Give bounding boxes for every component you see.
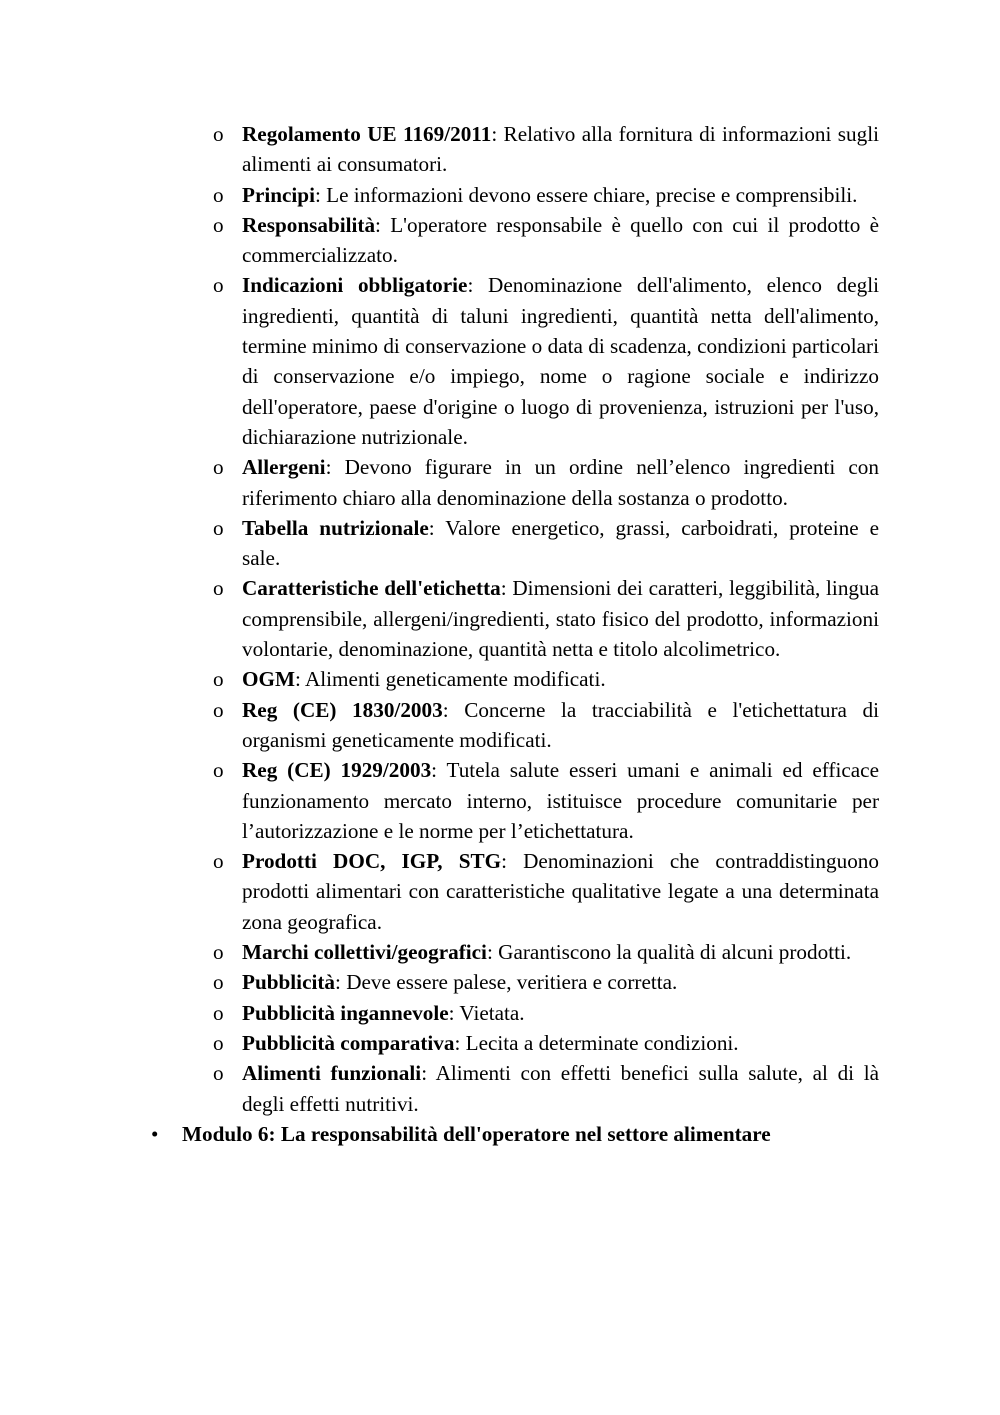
item-term: Responsabilità bbox=[242, 212, 376, 237]
item-term: Principi bbox=[242, 182, 315, 207]
item-text: : Concerne la tracciabilità e l'etichettatura di organismi geneticamente modificati. bbox=[242, 697, 879, 752]
document-page bbox=[0, 119, 1000, 1149]
item-text: : Garantiscono la qualità di alcuni prodotti. bbox=[486, 940, 852, 965]
item-text: : Alimenti geneticamente modificati. bbox=[294, 667, 606, 692]
item-term: Pubblicità ingannevole bbox=[242, 1000, 449, 1025]
item-text: : Denominazioni che contraddistinguono prodotti alimentari con caratteristiche qualitative legate a una determinata zona geografica. bbox=[242, 849, 879, 934]
circle-bullet-icon: o bbox=[213, 212, 224, 237]
item-term: Marchi collettivi/geografici bbox=[242, 940, 487, 965]
circle-bullet-icon: o bbox=[213, 667, 224, 692]
circle-bullet-icon: o bbox=[213, 576, 224, 601]
circle-bullet-icon: o bbox=[213, 1000, 224, 1025]
list-item bbox=[213, 210, 879, 271]
item-term: Prodotti DOC, IGP, STG bbox=[242, 849, 502, 874]
item-term: Indicazioni obbligatorie bbox=[242, 273, 468, 298]
circle-bullet-icon: o bbox=[213, 940, 224, 965]
circle-bullet-icon: o bbox=[213, 122, 224, 146]
list-item bbox=[213, 1028, 879, 1058]
circle-bullet-icon: o bbox=[213, 515, 224, 540]
item-term: Caratteristiche dell'etichetta bbox=[242, 576, 501, 601]
item-text: : Denominazione dell'alimento, elenco degli ingredienti, quantità di taluni ingredienti, quantità netta dell'alimento, termine minimo di conservazione o data di scadenza, condizioni particolari di conservazione e/o impiego, nome o ragione sociale e indirizzo dell'operatore, paese d'origine o luogo di provenienza, istruzioni per l'uso, dichiarazione nutrizionale. bbox=[242, 273, 879, 449]
item-text: : Devono figurare in un ordine nell’elenco ingredienti con riferimento chiaro alla denominazione della sostanza o prodotto. bbox=[242, 455, 879, 510]
item-text: : Alimenti con effetti benefici sulla salute, al di là degli effetti nutritivi. bbox=[242, 1061, 880, 1116]
circle-bullet-icon: o bbox=[213, 1061, 224, 1086]
list-item bbox=[213, 664, 879, 694]
item-term: Regolamento UE 1169/2011 bbox=[242, 122, 492, 146]
bullet-icon: • bbox=[151, 1121, 159, 1146]
module-heading-text: Modulo 6: La responsabilità dell'operatore nel settore alimentare bbox=[182, 1121, 771, 1146]
circle-bullet-icon: o bbox=[213, 970, 224, 995]
item-text: : Le informazioni devono essere chiare, precise e comprensibili. bbox=[314, 182, 858, 207]
list-item bbox=[213, 452, 879, 513]
list-item bbox=[213, 119, 879, 180]
circle-bullet-icon: o bbox=[213, 1030, 224, 1055]
list-item bbox=[213, 967, 879, 997]
circle-bullet-icon: o bbox=[213, 849, 224, 874]
item-term: Pubblicità bbox=[242, 970, 336, 995]
item-text: : Tutela salute esseri umani e animali ed efficace funzionamento mercato interno, istituisce procedure comunitarie per l’autorizzazione e le norme per l’etichettatura. bbox=[242, 758, 879, 843]
item-term: Pubblicità comparativa bbox=[242, 1030, 455, 1055]
list-item bbox=[213, 513, 879, 574]
circle-bullet-icon: o bbox=[213, 697, 224, 722]
item-term: Alimenti funzionali bbox=[242, 1061, 422, 1086]
item-term: Allergeni bbox=[242, 455, 326, 480]
list-item bbox=[213, 270, 879, 452]
list-item bbox=[213, 695, 879, 756]
list-item bbox=[213, 573, 880, 664]
circle-bullet-icon: o bbox=[213, 182, 224, 207]
item-term: OGM bbox=[242, 667, 295, 692]
list-item bbox=[213, 937, 879, 967]
list-item bbox=[213, 1058, 880, 1119]
circle-bullet-icon: o bbox=[213, 273, 224, 298]
item-term: Tabella nutrizionale bbox=[242, 515, 429, 540]
item-text: : Relativo alla fornitura di informazioni sugli alimenti ai consumatori. bbox=[242, 122, 879, 177]
list-item bbox=[213, 755, 879, 846]
circle-bullet-icon: o bbox=[213, 455, 224, 480]
item-term: Reg (CE) 1830/2003 bbox=[242, 697, 443, 722]
circle-bullet-icon: o bbox=[213, 758, 224, 783]
item-text: : Dimensioni dei caratteri, leggibilità, lingua comprensibile, allergeni/ingredienti, stato fisico del prodotto, informazioni volontarie, denominazione, quantità netta e titolo alcolimetrico. bbox=[242, 576, 880, 662]
item-text: : L'operatore responsabile è quello con cui il prodotto è commercializzato. bbox=[242, 212, 879, 268]
list-item bbox=[213, 846, 879, 937]
item-text: : Vietata. bbox=[448, 1000, 525, 1025]
item-term: Reg (CE) 1929/2003 bbox=[242, 758, 432, 783]
item-text: : Valore energetico, grassi, carboidrati, proteine e sale. bbox=[242, 515, 879, 571]
module-heading bbox=[151, 1119, 882, 1149]
list-item bbox=[213, 998, 879, 1028]
sub-list bbox=[0, 119, 1000, 1119]
item-text: : Lecita a determinate condizioni. bbox=[454, 1030, 739, 1055]
list-item bbox=[213, 180, 879, 210]
item-text: : Deve essere palese, veritiera e corretta. bbox=[335, 970, 678, 995]
